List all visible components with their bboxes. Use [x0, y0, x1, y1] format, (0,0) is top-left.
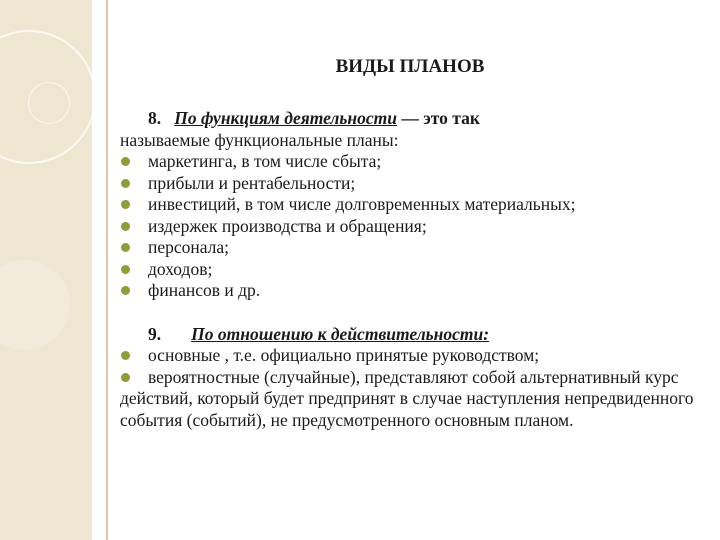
- list-item: инвестиций, в том числе долговременных материальных;: [120, 194, 716, 216]
- vertical-divider: [106, 0, 108, 540]
- decorative-circle: [0, 260, 70, 350]
- section-8-heading: [120, 108, 716, 130]
- section-heading-rest: — это так: [397, 108, 480, 128]
- list-item: основные , т.е. официально принятые руководством;: [120, 345, 716, 367]
- bullet-icon: [121, 222, 130, 231]
- section-8-heading-continued: называемые функциональные планы:: [120, 129, 399, 150]
- functional-plans-list: [120, 151, 716, 302]
- decorative-circle: [28, 82, 70, 124]
- list-item: финансов и др.: [120, 280, 716, 302]
- reality-plans-list: [120, 345, 716, 367]
- slide-content: [120, 108, 716, 431]
- slide-title: ВИДЫ ПЛАНОВ: [335, 56, 485, 77]
- bullet-icon: [121, 200, 130, 209]
- section-heading-emphasis: По функциям деятельности: [174, 108, 397, 128]
- section-number: 8.: [148, 108, 162, 128]
- bullet-icon: [121, 243, 130, 252]
- list-item: персонала;: [120, 237, 716, 259]
- list-item-hanging: вероятностные (случайные), представляют собой альтернативный курс действий, который будет предпринят в случае наступления непредвиденного события (событий), не предусмотренного основным планом.: [120, 366, 694, 430]
- bullet-icon: [121, 265, 130, 274]
- list-item: издержек производства и обращения;: [120, 216, 716, 238]
- bullet-icon: [121, 179, 130, 188]
- bullet-icon: [121, 157, 130, 166]
- list-item: прибыли и рентабельности;: [120, 173, 716, 195]
- section-9-heading: [120, 324, 716, 346]
- section-number: 9.: [148, 323, 162, 344]
- bullet-icon: [121, 351, 130, 360]
- bullet-icon: [121, 373, 130, 382]
- bullet-icon: [121, 286, 130, 295]
- decorative-side-panel: [0, 0, 92, 540]
- section-heading-emphasis: По отношению к действительности:: [191, 323, 490, 344]
- list-item: маркетинга, в том числе сбыта;: [120, 151, 716, 173]
- list-item: доходов;: [120, 259, 716, 281]
